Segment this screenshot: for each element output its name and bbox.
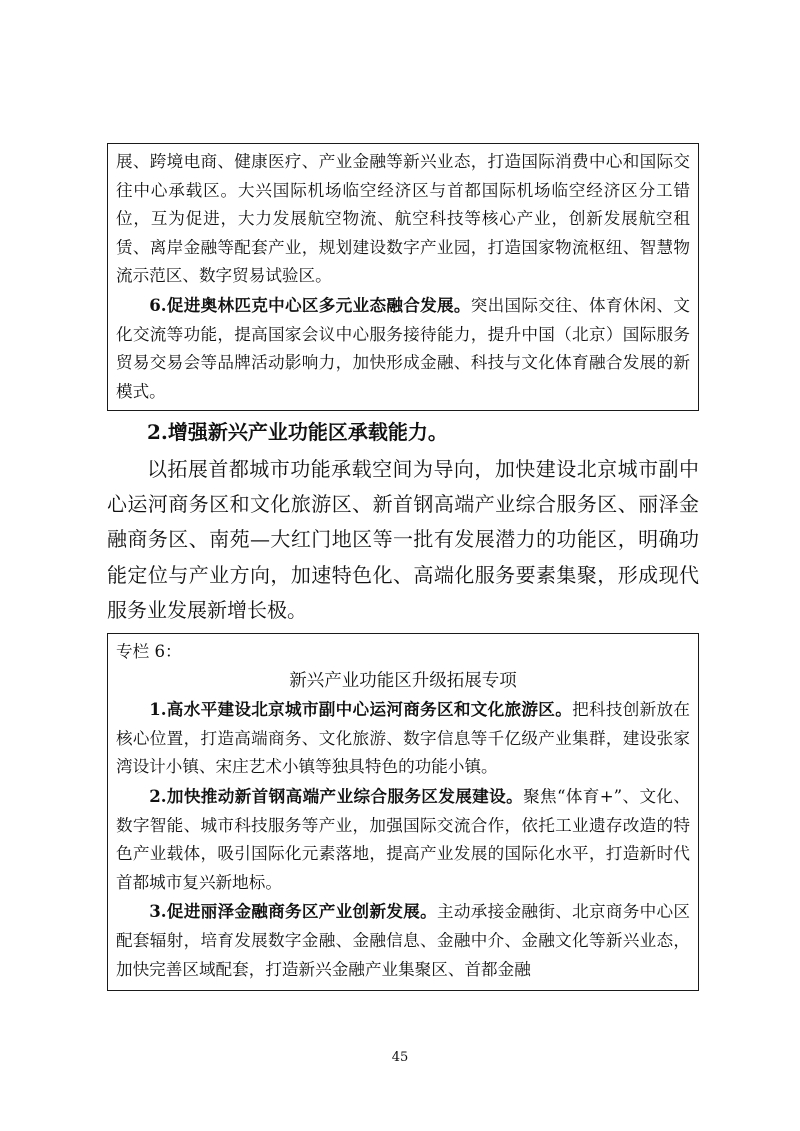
box2-title: 新兴产业功能区升级拓展专项 [289,670,517,691]
section-paragraph: 以拓展首都城市功能承载空间为导向，加快建设北京城市副中心运河商务区和文化旅游区、新首钢高端产业综合服务区、丽泽金融商务区、南苑—大红门地区等一批有发展潜力的功能区，明确功能定位与产业方向，加速特色化、高端化服务要素集聚，形成现代服务业发展新增长极。 [107,457,699,622]
box2-item-1-title: 1.高水平建设北京城市副中心运河商务区和文化旅游区。 [149,699,573,720]
box2-item-2 [116,782,690,897]
box2-label: 专栏 6： [116,642,182,661]
box2-item-2-text: 聚焦“体育+”、文化、数字智能、城市科技服务等产业，加强国际交流合作，依托工业遗存改造的特色产业载体，吸引国际化元素落地，提高产业发展的国际化水平，打造新时代首都城市复兴新地标。 [116,786,690,892]
box2-item-1-text: 把科技创新放在核心位置，打造高端商务、文化旅游、数字信息等千亿级产业集群，建设张家湾设计小镇、宋庄艺术小镇等独具特色的功能小镇。 [116,700,691,777]
column-box-6 [107,633,699,991]
box2-item-3 [116,897,690,984]
box1-item-6-text: 突出国际交往、体育休闲、文化交流等功能，提高国家会议中心服务接待能力，提升中国（北京）国际服务贸易交易会等品牌活动影响力，加快形成金融、科技与文化体育融合发展的新模式。 [116,295,690,401]
column-box-continued [107,143,699,411]
box2-item-1 [116,695,690,782]
box1-paragraph: 展、跨境电商、健康医疗、产业金融等新兴业态，打造国际消费中心和国际交往中心承载区。大兴国际机场临空经济区与首都国际机场临空经济区分工错位，互为促进，大力发展航空物流、航空科技等核心产业，创新发展航空租赁、离岸金融等配套产业，规划建设数字产业园，打造国家物流枢纽、智慧物流示范区、数字贸易试验区。 [116,152,690,286]
box2-item-3-text: 主动承接金融街、北京商务中心区配套辐射，培育发展数字金融、金融信息、金融中介、金融文化等新兴业态，加快完善区域配套，打造新兴金融产业集聚区、首都金融 [116,902,691,979]
box1-item-6-title: 6.促进奥林匹克中心区多元业态融合发展。 [149,294,471,315]
box1-item-6 [116,291,690,406]
box2-item-3-title: 3.促进丽泽金融商务区产业创新发展。 [149,901,437,922]
section-heading: 2.增强新兴产业功能区承载能力。 [147,420,448,444]
box2-item-2-title: 2.加快推动新首钢高端产业综合服务区发展建设。 [149,785,524,806]
page-number: 45 [391,1050,409,1065]
